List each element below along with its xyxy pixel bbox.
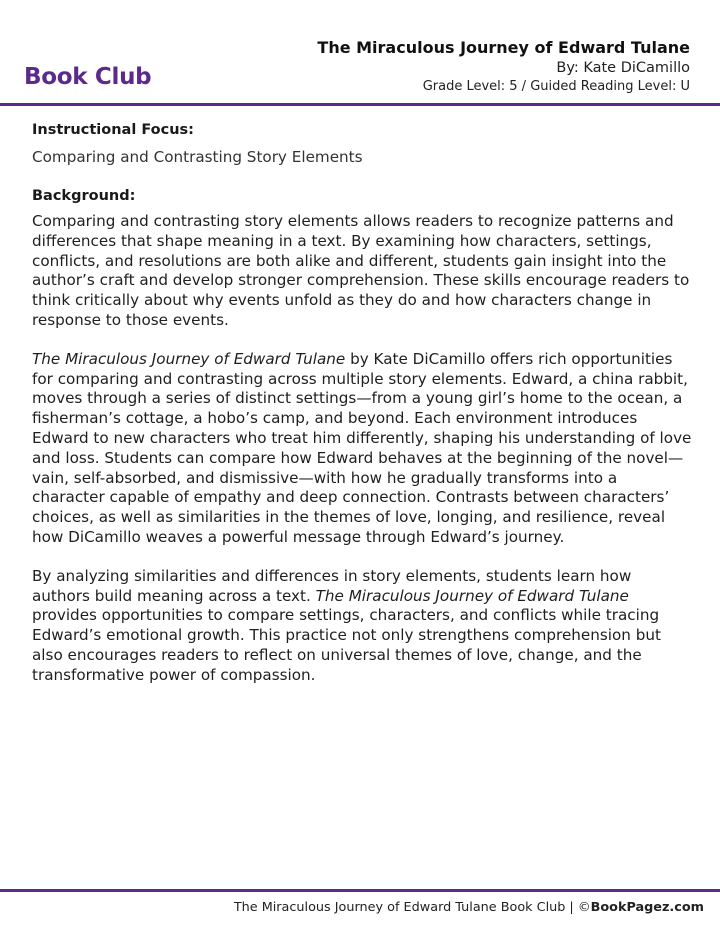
book-title-italic: The Miraculous Journey of Edward Tulane [315, 586, 629, 605]
author-line: By: Kate DiCamillo [556, 60, 690, 76]
instructional-focus-text: Comparing and Contrasting Story Elements [32, 148, 363, 166]
background-paragraph-3 [32, 567, 692, 686]
footer-divider [0, 889, 720, 892]
background-paragraph-2 [32, 350, 692, 548]
main-content [32, 120, 692, 686]
footer-text: The Miraculous Journey of Edward Tulane Book Club | © [233, 900, 591, 915]
instructional-focus-heading: Instructional Focus: [32, 122, 194, 138]
paragraph-2-text: by Kate DiCamillo offers rich opportunities for comparing and contrasting across multiple story elements. Edward, a china rabbit, moves through a series of distinct settings—from a young girl’s home to the ocean, a fisherman’s cottage, a hobo’s camp, and beyond. Each environment introduces Edward to new characters who treat him differently, shaping his understanding of love and loss. Students can compare how Edward behaves at the beginning of the novel—vain, self-absorbed, and dismissive—with how he gradually transforms into a character capable of empathy and deep connection. Contrasts between characters’ choices, as well as similarities in the themes of love, longing, and resilience, reveal how DiCamillo weaves a powerful message through Edward’s journey. [32, 349, 692, 546]
paragraph-3-intro: By analyzing similarities and differences in story elements, students learn how authors build meaning across a text. [32, 566, 632, 605]
book-info [317, 38, 690, 95]
grade-level-line: Grade Level: 5 / Guided Reading Level: U [422, 79, 690, 94]
background-paragraph-1: Comparing and contrasting story elements allows readers to recognize patterns and differences that shape meaning in a text. By examining how characters, settings, conflicts, and resolutions are both alike and different, students gain insight into the author’s craft and develop stronger comprehension. These skills encourage readers to think critically about why events unfold as they do and how characters change in response to those events. [32, 212, 690, 329]
footer [234, 899, 704, 917]
header-divider [0, 103, 720, 106]
book-title: The Miraculous Journey of Edward Tulane [317, 38, 690, 57]
paragraph-3-text: provides opportunities to compare settings, characters, and conflicts while tracing Edward’s emotional growth. This practice not only strengthens comprehension but also encourages readers to reflect on universal themes of love, change, and the transformative power of compassion. [32, 606, 661, 684]
book-title-italic: The Miraculous Journey of Edward Tulane [32, 349, 346, 368]
book-club-logo: Book Club [24, 64, 152, 90]
background-heading: Background: [32, 188, 136, 204]
footer-brand: BookPagez.com [590, 900, 704, 915]
